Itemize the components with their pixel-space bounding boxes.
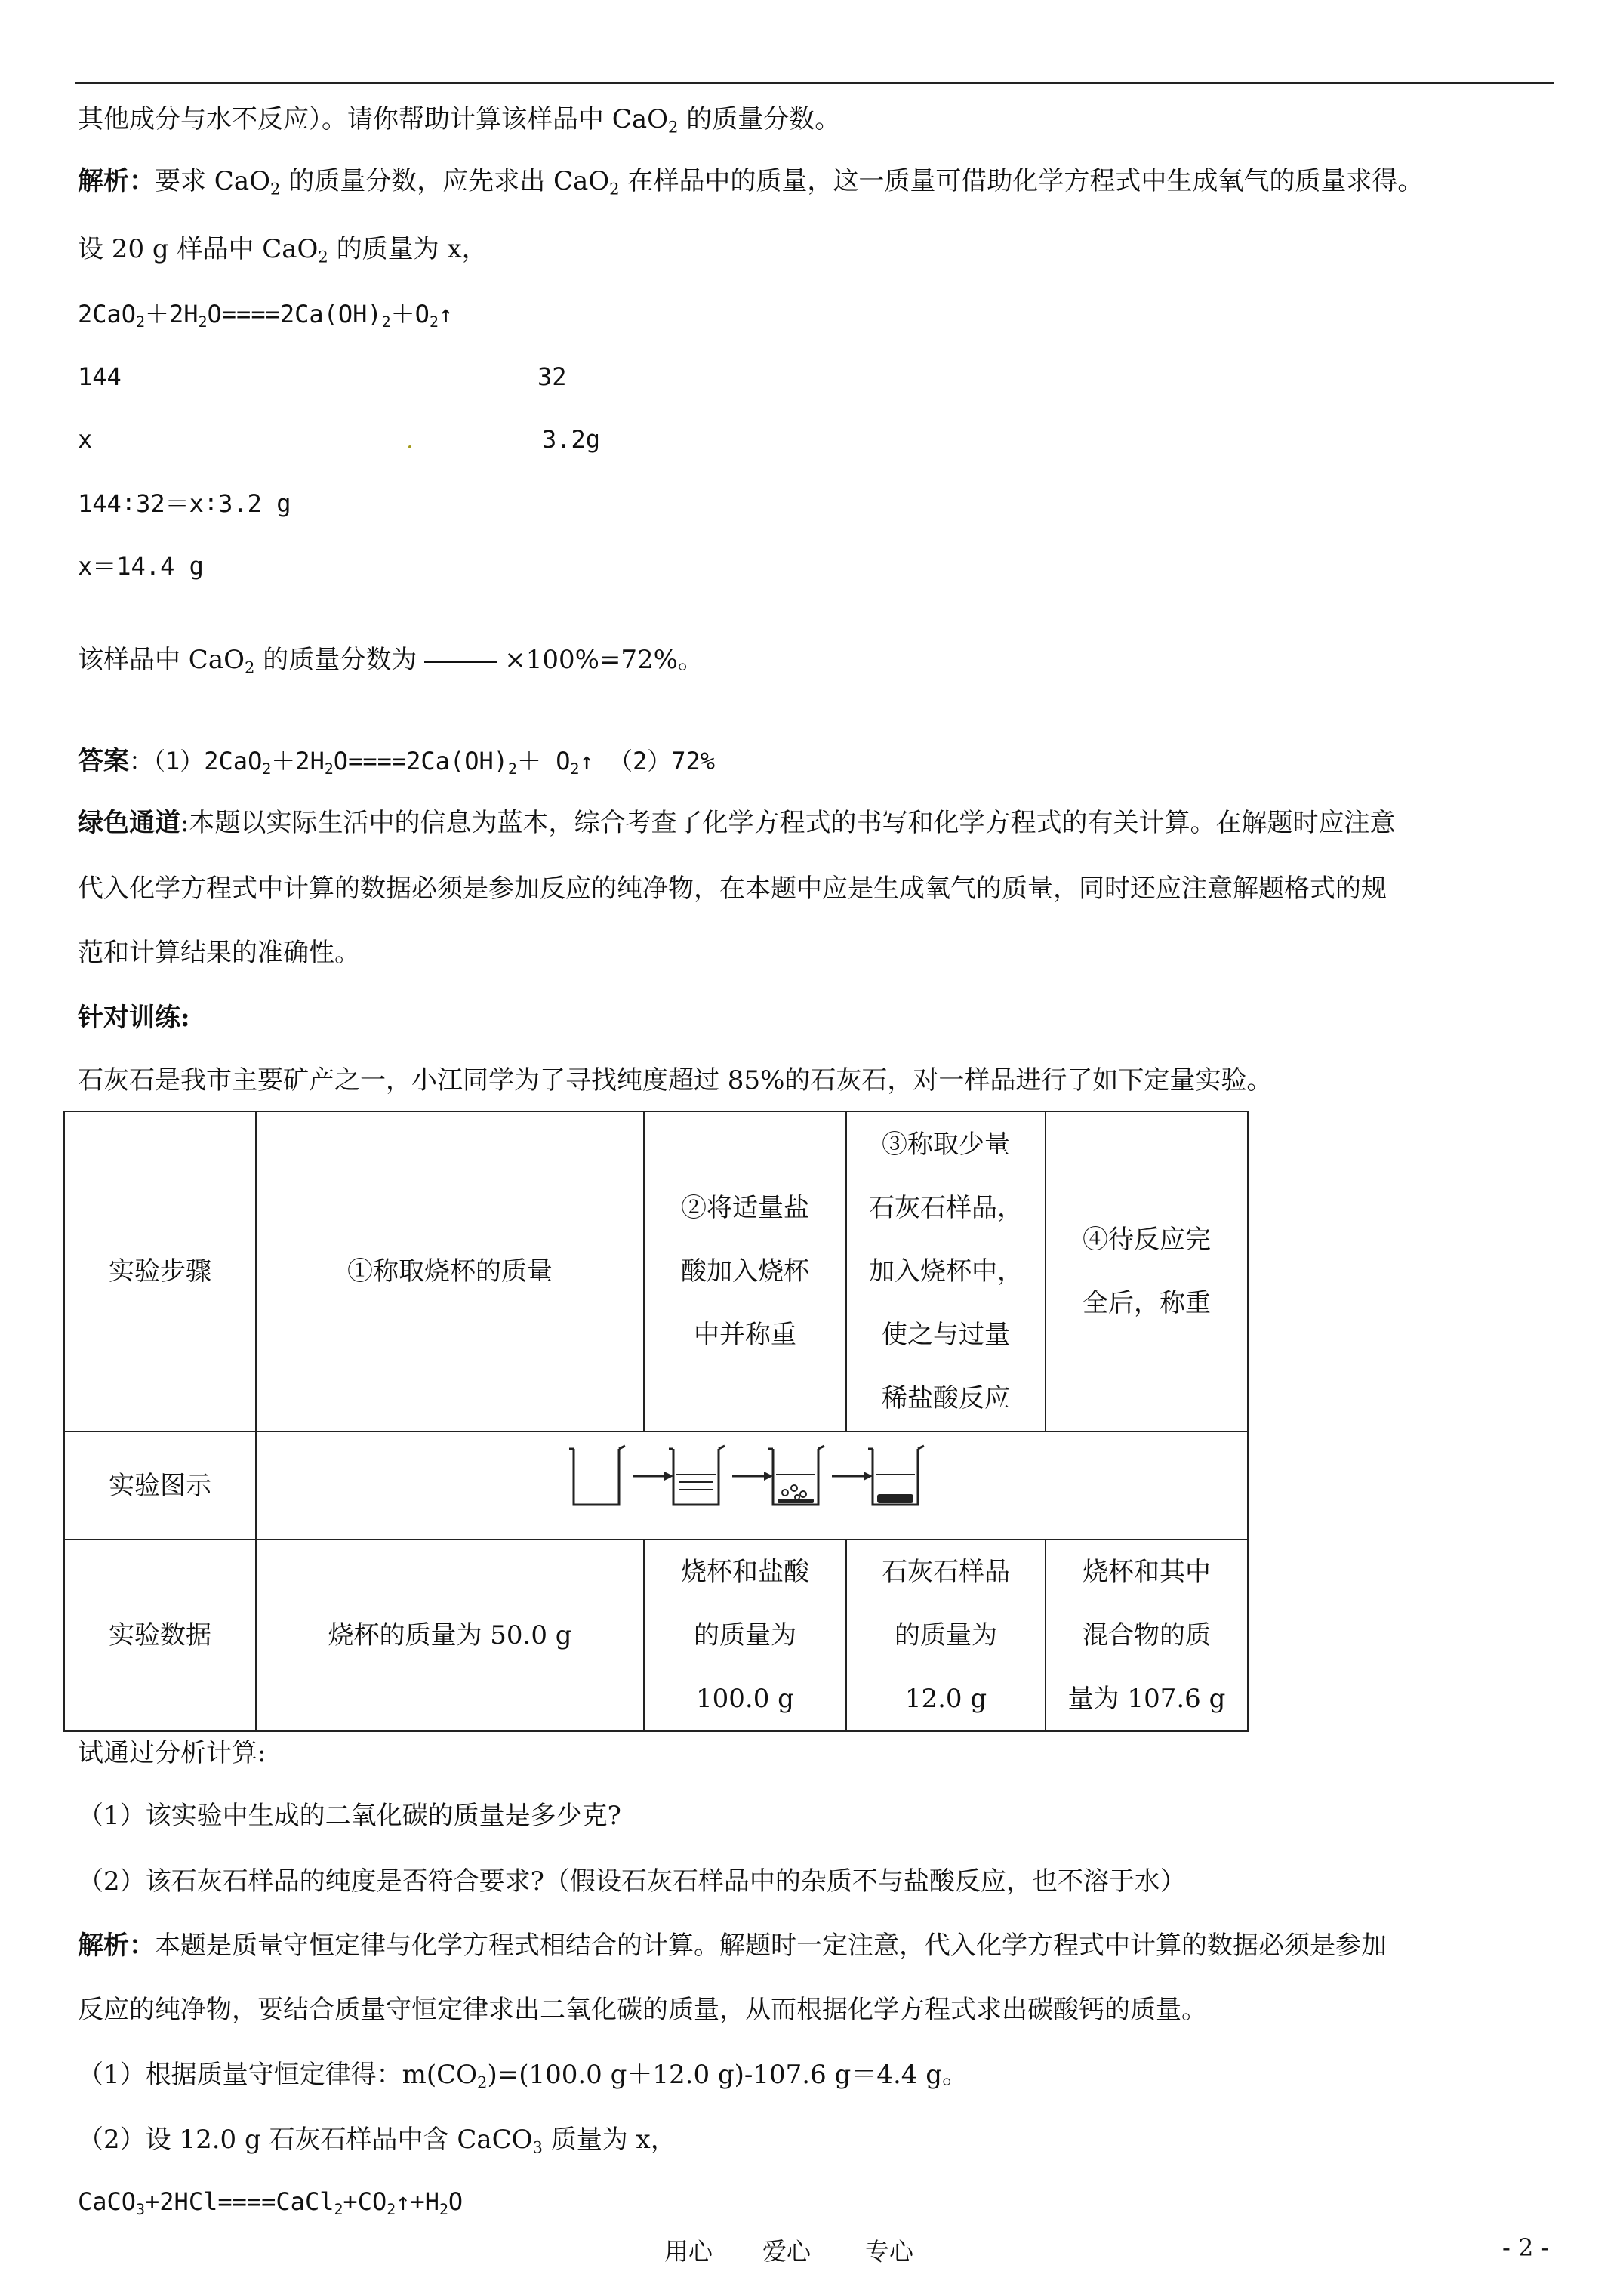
answer-label: 答案 <box>78 746 129 776</box>
residue-icon <box>877 1494 913 1503</box>
unknown-left: x <box>78 425 93 454</box>
footer-text-1: 用心 <box>664 2237 713 2266</box>
row-head-data: 实验数据 <box>64 1539 256 1731</box>
beaker-sequence-diagram <box>257 1432 1238 1515</box>
green-channel-label: 绿色通道 <box>78 808 180 838</box>
molar-mass-right: 32 <box>537 362 567 391</box>
question-2: （2）该石灰石样品的纯度是否符合要求?（假设石灰石样品中的杂质不与盐酸反应，也不溶于水） <box>78 1866 1186 1897</box>
green-channel-line-1: 绿色通道:本题以实际生活中的信息为蓝本，综合考查了化学方程式的书写和化学方程式的有关计算。在解题时应注意 <box>78 808 1396 838</box>
question-1: （1）该实验中生成的二氧化碳的质量是多少克? <box>78 1801 621 1831</box>
data-1: 烧杯的质量为 50.0 g <box>256 1539 644 1731</box>
data-3: 石灰石样品 的质量为 12.0 g <box>846 1539 1046 1731</box>
analysis-2-line-2: 反应的纯净物，要结合质量守恒定律求出二氧化碳的质量，从而根据化学方程式求出碳酸钙的质量。 <box>78 1995 1207 2025</box>
analysis-2-line-1: 解析：本题是质量守恒定律与化学方程式相结合的计算。解题时一定注意，代入化学方程式中计算的数据必须是参加 <box>78 1931 1387 1961</box>
stray-dot <box>408 445 411 448</box>
analysis-paragraph: 解析：要求 CaO$_2$ 的质量分数，应先求出 CaO$_2$ 在样品中的质量，这一质量可借助化学方程式中生成氧气的质量求得。 <box>78 166 1424 199</box>
diagram-cell <box>256 1432 1248 1539</box>
arrow-icon <box>864 1472 873 1481</box>
paragraph-continuation: 其他成分与水不反应）。请你帮助计算该样品中 CaO$_2$ 的质量分数。 <box>78 104 841 137</box>
training-intro: 石灰石是我市主要矿产之一，小江同学为了寻找纯度超过 85%的石灰石，对一样品进行了如下定量实验。 <box>78 1065 1273 1096</box>
data-4: 烧杯和其中 混合物的质 量为 107.6 g <box>1046 1539 1248 1731</box>
row-head-steps: 实验步骤 <box>64 1111 256 1432</box>
page-number: - 2 - <box>1502 2233 1550 2262</box>
arrow-icon <box>664 1472 673 1481</box>
table-row-diagram <box>64 1432 1248 1539</box>
proportion-line: 144∶32＝x∶3.2 g <box>78 489 291 518</box>
step-4: ④待反应完 全后，称重 <box>1046 1111 1248 1432</box>
step-1: ①称取烧杯的质量 <box>256 1111 644 1432</box>
table-row-data <box>64 1539 1248 1731</box>
molar-mass-left: 144 <box>78 362 122 391</box>
solution-step-1: （1）根据质量守恒定律得：$m(CO_2)=(100.0$ g＋12.0 g)-107.6 g＝4.4 g。 <box>78 2060 968 2092</box>
experiment-table <box>63 1111 1249 1732</box>
acid-beaker-icon <box>673 1449 719 1505</box>
step-2: ②将适量盐 酸加入烧杯 中并称重 <box>644 1111 846 1432</box>
fraction-bar <box>424 661 497 663</box>
table-row-steps <box>64 1111 1248 1432</box>
empty-beaker-icon <box>574 1449 619 1505</box>
answer-line: 答案：$(1)2CaO_2+2H_2O====2Ca(OH)_2+$ $O_2↑$ （2）72% <box>78 746 716 778</box>
question-intro: 试通过分析计算: <box>78 1738 266 1768</box>
assumption-line: 设 20 g 样品中 CaO$_2$ 的质量为 x， <box>78 234 488 267</box>
solution-step-2: （2）设 12.0 g 石灰石样品中含 CaCO$_3$ 质量为 x， <box>78 2125 676 2157</box>
analysis-2-label: 解析： <box>78 1931 155 1961</box>
footer-text-2: 爱心 <box>762 2237 812 2266</box>
arrow-icon <box>764 1472 773 1481</box>
green-channel-line-2: 代入化学方程式中计算的数据必须是参加反应的纯净物，在本题中应是生成氧气的质量，同时还应注意解题格式的规 <box>78 874 1387 904</box>
unknown-right: 3.2g <box>542 425 601 454</box>
step-3: ③称取少量 石灰石样品， 加入烧杯中， 使之与过量 稀盐酸反应 <box>846 1111 1046 1432</box>
percentage-line: 该样品中 CaO$_2$ 的质量分数为 ×100%=72%。 <box>78 645 704 677</box>
row-head-diagram: 实验图示 <box>64 1432 256 1539</box>
training-label: 针对训练: <box>78 1003 190 1033</box>
chemical-equation-1: $2CaO_2+2H_2O====2Ca(OH)_2+O_2↑$ <box>78 300 454 331</box>
chemical-equation-2: $CaCO_3+2HCl====CaCl_2+CO_2↑+H_2O$ <box>78 2187 463 2218</box>
analysis-label: 解析： <box>78 166 155 196</box>
header-rule <box>75 82 1554 84</box>
footer-text-3: 专心 <box>865 2237 914 2266</box>
data-2: 烧杯和盐酸 的质量为 100.0 g <box>644 1539 846 1731</box>
result-line: x＝14.4 g <box>78 552 204 581</box>
green-channel-line-3: 范和计算结果的准确性。 <box>78 938 360 968</box>
